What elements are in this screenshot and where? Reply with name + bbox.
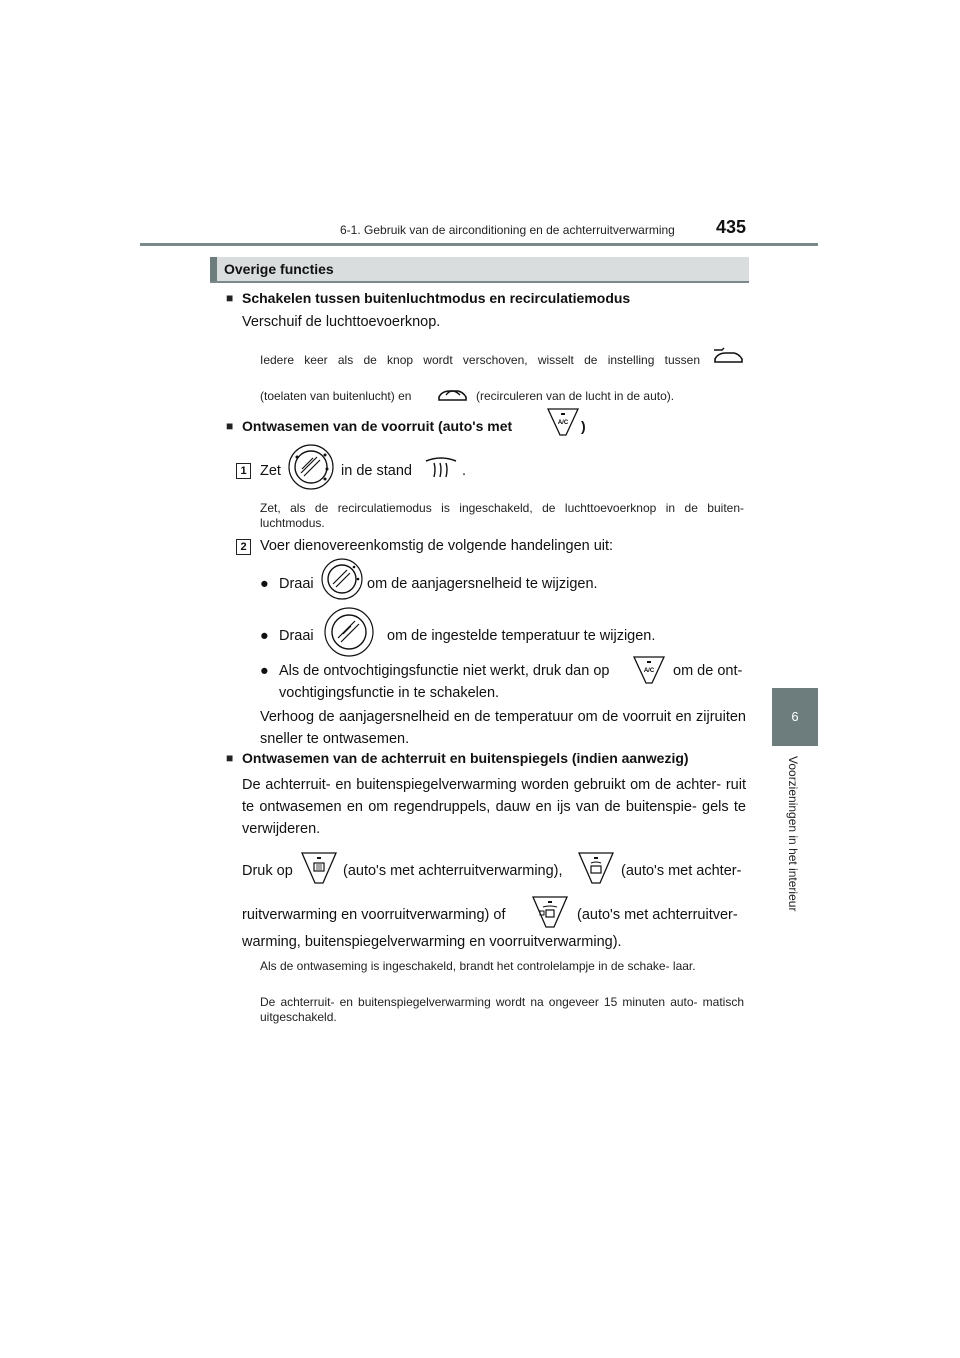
block3-heading: Ontwasemen van de achterruit en buitenspiegels (indien aanwezig)	[242, 750, 689, 766]
page-number: 435	[716, 217, 747, 237]
bullet-point: ●	[260, 576, 269, 592]
bullet1-text-part1: Draai	[279, 576, 314, 592]
bullet1-text-part2: om de aanjagersnelheid te wijzigen.	[367, 576, 598, 592]
press-text-part6: warming, buitenspiegelverwarming en voorruitverwarming).	[242, 934, 622, 950]
block1-instruction: Verschuif de luchttoevoerknop.	[242, 314, 441, 330]
bullet-point: ●	[260, 663, 269, 679]
block3-note2: De achterruit- en buitenspiegelverwarming wordt na ongeveer 15 minuten auto- matisch uitgeschakeld.	[260, 995, 744, 1024]
ac-label: A/C	[643, 668, 655, 674]
block2-heading-close: )	[581, 418, 586, 434]
bullet2-text-part2: om de ingestelde temperatuur te wijzigen.	[387, 628, 656, 644]
step-number: 1	[236, 463, 251, 479]
chapter-tab-label: Voorzieningen in het interieur	[786, 756, 800, 912]
fan-dial-icon	[320, 557, 364, 601]
header-rule	[140, 243, 818, 246]
rear-defogger-button-icon	[300, 851, 338, 885]
square-bullet: ■	[226, 419, 234, 433]
bullet3-text-part3: vochtigingsfunctie in te schakelen.	[279, 685, 500, 701]
chapter-title: 6-1. Gebruik van de airconditioning en de achterruitverwarming	[340, 223, 675, 237]
block2-paragraph: Verhoog de aanjagersnelheid en de temperatuur om de voorruit en zijruiten sneller te ontwasemen.	[260, 709, 746, 747]
square-bullet: ■	[226, 751, 234, 765]
press-text-part3: (auto's met achter-	[621, 863, 742, 879]
mirror-rear-front-defogger-button-icon	[531, 895, 569, 929]
step1-text-part2: in de stand	[341, 463, 412, 479]
bullet2-text-part1: Draai	[279, 628, 314, 644]
chapter-tab: 6	[772, 688, 818, 746]
mode-dial-icon	[287, 443, 335, 491]
bullet3-text-part1: Als de ontvochtigingsfunctie niet werkt, druk dan op	[279, 663, 610, 679]
step2-text: Voer dienovereenkomstig de volgende handelingen uit:	[260, 538, 614, 554]
square-bullet: ■	[226, 291, 234, 305]
ac-button-icon	[546, 407, 580, 437]
press-text-part2: (auto's met achterruitverwarming),	[343, 863, 563, 879]
temperature-dial-icon	[323, 606, 375, 658]
rear-front-defogger-button-icon	[577, 851, 615, 885]
press-text-part4: ruitverwarming en voorruitverwarming) of	[242, 907, 506, 923]
block3-note1: Als de ontwaseming is ingeschakeld, brandt het controlelampje in de schake- laar.	[260, 959, 696, 973]
windshield-defog-icon	[424, 453, 458, 481]
section-marker	[210, 257, 217, 281]
ac-button-icon	[632, 655, 666, 685]
press-text-part1: Druk op	[242, 863, 293, 879]
section-header	[210, 257, 749, 283]
step-number: 2	[236, 539, 251, 555]
block1-note-part2: (toelaten van buitenlucht) en	[260, 389, 412, 403]
bullet3-text-part2: om de ont-	[673, 663, 743, 679]
step1-text-part3: .	[462, 463, 467, 479]
recirculation-icon	[436, 384, 470, 404]
outside-air-icon	[712, 347, 746, 367]
step1-note: Zet, als de recirculatiemodus is ingeschakeld, de luchttoevoerknop in de buiten- luchtmodus.	[260, 501, 744, 530]
block1-heading: Schakelen tussen buitenluchtmodus en recirculatiemodus	[242, 290, 631, 306]
ac-label: A/C	[557, 420, 569, 426]
block3-paragraph: De achterruit- en buitenspiegelverwarming worden gebruikt om de achter- ruit te ontwasemen en om regendruppels, dauw en ijs van de buitenspie- gels te verwijderen.	[242, 777, 746, 837]
bullet-point: ●	[260, 628, 269, 644]
block1-note-part1: Iedere keer als de knop wordt verschoven, wisselt de instelling tussen	[260, 353, 700, 367]
section-title: Overige functies	[224, 261, 334, 277]
block1-note-part3: (recirculeren van de lucht in de auto).	[476, 389, 675, 403]
step1-text-part1: Zet	[260, 463, 281, 479]
block2-heading: Ontwasemen van de voorruit (auto's met	[242, 418, 513, 434]
press-text-part5: (auto's met achterruitver-	[577, 907, 738, 923]
